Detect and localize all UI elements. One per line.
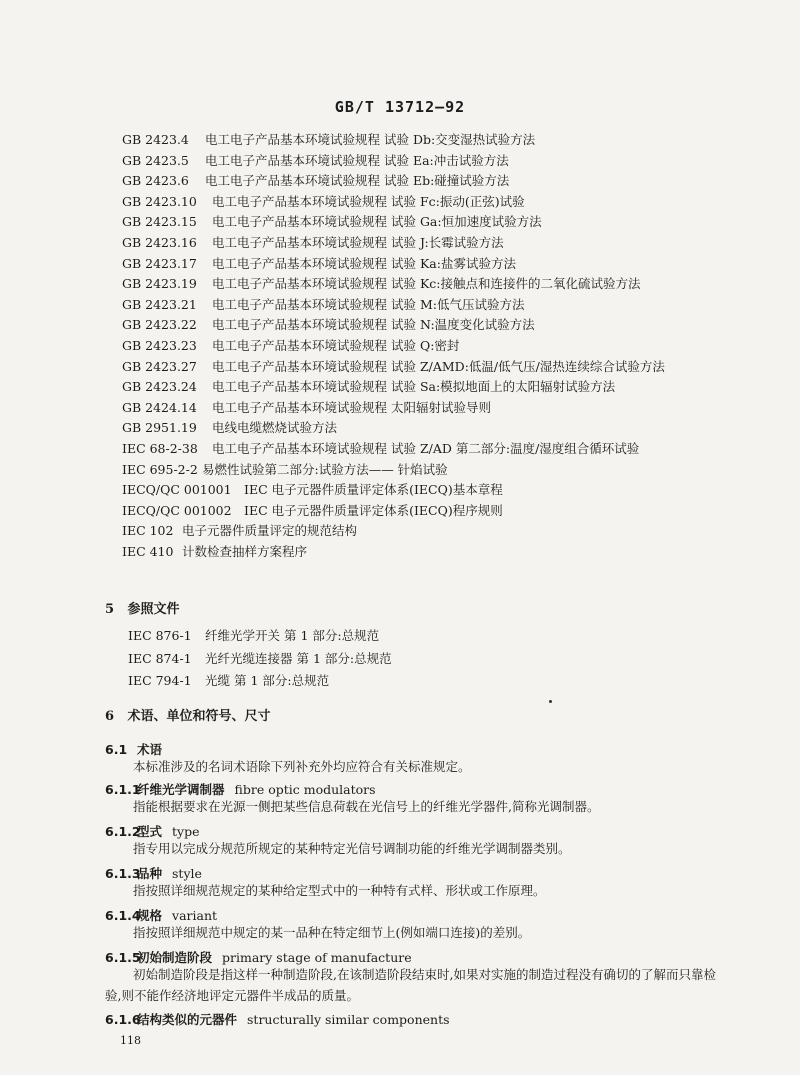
reference-item — [122, 254, 722, 275]
section-title: 术语、单位和符号、尺寸 — [127, 709, 271, 724]
section-5-heading — [105, 598, 180, 617]
term-chinese: 规格 — [137, 908, 163, 923]
term-number: 6.1.4 — [105, 908, 141, 923]
reference-title: 电工电子产品基本环境试验规程 试验 M:低气压试验方法 — [212, 296, 525, 312]
reference-title: 电工电子产品基本环境试验规程 试验 Fc:振动(正弦)试验 — [212, 193, 525, 209]
reference-title: 计数检查抽样方案程序 — [182, 543, 308, 559]
reference-code: GB 2423.10 — [122, 193, 197, 209]
reference-code: GB 2423.4 — [122, 132, 189, 147]
reference-code: IECQ/QC 001001 — [122, 482, 232, 498]
reference-title: 电线电缆燃烧试验方法 — [212, 420, 338, 436]
reference-item — [122, 439, 722, 460]
clause-text: 本标准涉及的名词术语除下列补充外均应符合有关标准规定。 — [133, 759, 471, 774]
term-definition: 指按照详细规范规定的某种给定型式中的一种特有式样、形状或工作原理。 — [133, 883, 546, 898]
reference-title: 电工电子产品基本环境试验规程 试验 Ea:冲击试验方法 — [205, 152, 509, 168]
reference-title: 电工电子产品基本环境试验规程 试验 Sa:模拟地面上的太阳辐射试验方法 — [212, 379, 616, 395]
reference-code: IEC 410 — [122, 543, 174, 559]
term-number: 6.1.6 — [105, 1012, 141, 1027]
reference-title: 光缆 第 1 部分:总规范 — [205, 673, 330, 689]
term-number: 6.1.5 — [105, 950, 141, 965]
reference-code: GB 2423.19 — [122, 276, 197, 292]
reference-code: GB 2423.5 — [122, 152, 189, 168]
term-chinese: 初始制造阶段 — [137, 950, 213, 965]
reference-title: 易燃性试验第二部分:试验方法—— 针焰试验 — [202, 461, 448, 477]
term-chinese: 型式 — [137, 824, 163, 839]
reference-item — [122, 418, 722, 439]
reference-title: 电工电子产品基本环境试验规程 试验 Kc:接触点和连接件的二氧化硫试验方法 — [212, 276, 641, 292]
reference-code: IEC 695-2-2 — [122, 461, 198, 477]
reference-code: IEC 68-2-38 — [122, 440, 198, 456]
section-title: 参照文件 — [127, 602, 180, 617]
reference-title: 纤维光学开关 第 1 部分:总规范 — [205, 628, 380, 643]
reference-code: GB 2423.22 — [122, 317, 197, 333]
clause-6-1 — [105, 740, 162, 758]
term-number: 6.1.3 — [105, 866, 141, 881]
reference-code: GB 2423.23 — [122, 337, 197, 353]
term-english: style — [172, 866, 202, 881]
reference-code: IEC 794-1 — [128, 673, 192, 689]
reference-title: 光纤光缆连接器 第 1 部分:总规范 — [205, 650, 392, 666]
page-number: 118 — [120, 1034, 141, 1047]
reference-code: IEC 102 — [122, 523, 174, 539]
section-number: 5 — [105, 602, 115, 617]
term-6-1-5 — [105, 948, 412, 966]
reference-item — [122, 315, 722, 336]
reference-code: GB 2423.21 — [122, 296, 197, 312]
reference-title: IEC 电子元器件质量评定体系(IECQ)程序规则 — [244, 502, 503, 518]
reference-code: GB 2424.14 — [122, 399, 197, 415]
reference-title: 电工电子产品基本环境试验规程 试验 Z/AD 第二部分:温度/湿度组合循环试验 — [212, 440, 640, 456]
term-6-1-6 — [105, 1010, 450, 1028]
term-definition: 指能根据要求在光源一侧把某些信息荷载在光信号上的纤维光学器件,简称光调制器。 — [133, 799, 600, 814]
reference-list — [122, 130, 722, 562]
reference-item — [122, 336, 722, 357]
reference-item — [122, 398, 722, 419]
reference-item — [122, 171, 722, 192]
normative-reference-list — [128, 625, 392, 693]
clause-title: 术语 — [137, 742, 163, 757]
section-number: 6 — [105, 709, 115, 724]
term-6-1-4 — [105, 906, 217, 924]
reference-item — [122, 542, 722, 563]
section-6-heading — [105, 705, 271, 724]
reference-code: GB 2951.19 — [122, 420, 197, 436]
reference-title: 电工电子产品基本环境试验规程 试验 Db:交变湿热试验方法 — [205, 132, 536, 147]
term-chinese: 结构类似的元器件 — [137, 1012, 238, 1027]
term-definition: 初始制造阶段是指这样一种制造阶段,在该制造阶段结束时,如果对实施的制造过程没有确切的了解而只靠检验,则不能作经济地评定元器件半成品的质量。 — [105, 967, 716, 1003]
reference-code: GB 2423.24 — [122, 379, 197, 395]
reference-item — [122, 377, 722, 398]
reference-item — [122, 274, 722, 295]
reference-title: 电工电子产品基本环境试验规程 试验 Z/AMD:低温/低气压/湿热连续综合试验方法 — [212, 358, 665, 374]
reference-title: 电工电子产品基本环境试验规程 试验 Eb:碰撞试验方法 — [205, 173, 510, 189]
term-definition: 指按照详细规范中规定的某一品种在特定细节上(例如端口连接)的差别。 — [133, 925, 531, 940]
reference-item — [122, 357, 722, 378]
reference-item — [122, 521, 722, 542]
reference-title: 电工电子产品基本环境试验规程 试验 Ka:盐雾试验方法 — [212, 255, 516, 271]
term-english: primary stage of manufacture — [222, 950, 412, 965]
reference-code: IECQ/QC 001002 — [122, 502, 232, 518]
clause-number: 6.1 — [105, 742, 128, 757]
reference-item — [122, 233, 722, 254]
reference-item — [122, 295, 722, 316]
term-6-1-3 — [105, 864, 202, 882]
reference-item — [128, 670, 392, 693]
reference-item — [122, 151, 722, 172]
term-english: structurally similar components — [247, 1012, 450, 1027]
reference-code: GB 2423.15 — [122, 214, 197, 230]
reference-code: IEC 876-1 — [128, 628, 192, 643]
reference-code: GB 2423.17 — [122, 255, 197, 271]
term-english: type — [172, 824, 200, 839]
reference-item — [122, 501, 722, 522]
reference-code: GB 2423.27 — [122, 358, 197, 374]
reference-code: IEC 874-1 — [128, 650, 192, 666]
term-english: variant — [172, 908, 218, 923]
reference-title: 电工电子产品基本环境试验规程 试验 Q:密封 — [212, 337, 460, 353]
reference-item — [122, 460, 722, 481]
term-number: 6.1.2 — [105, 824, 141, 839]
reference-title: 电子元器件质量评定的规范结构 — [182, 523, 358, 539]
term-6-1-2 — [105, 822, 200, 840]
reference-title: 电工电子产品基本环境试验规程 试验 Ga:恒加速度试验方法 — [212, 214, 542, 230]
reference-title: 电工电子产品基本环境试验规程 试验 J:长霉试验方法 — [212, 234, 504, 250]
reference-title: 电工电子产品基本环境试验规程 试验 N:温度变化试验方法 — [212, 317, 535, 333]
term-english: fibre optic modulators — [234, 782, 376, 797]
term-6-1-1 — [105, 780, 376, 798]
reference-code: GB 2423.6 — [122, 173, 189, 189]
page-header: GB/T 13712—92 — [334, 98, 466, 116]
reference-item — [122, 480, 722, 501]
term-definition: 指专用以完成分规范所规定的某种特定光信号调制功能的纤维光学调制器类别。 — [133, 841, 571, 856]
term-chinese: 纤维光学调制器 — [137, 782, 225, 797]
reference-title: IEC 电子元器件质量评定体系(IECQ)基本章程 — [244, 482, 503, 498]
reference-item — [128, 625, 392, 648]
term-chinese: 品种 — [137, 866, 163, 881]
reference-title: 电工电子产品基本环境试验规程 太阳辐射试验导则 — [212, 399, 491, 415]
reference-item — [122, 212, 722, 233]
reference-item — [128, 648, 392, 671]
reference-code: GB 2423.16 — [122, 234, 197, 250]
reference-item — [122, 130, 722, 151]
scan-speck — [549, 700, 552, 703]
term-number: 6.1.1 — [105, 782, 141, 797]
reference-item — [122, 192, 722, 213]
